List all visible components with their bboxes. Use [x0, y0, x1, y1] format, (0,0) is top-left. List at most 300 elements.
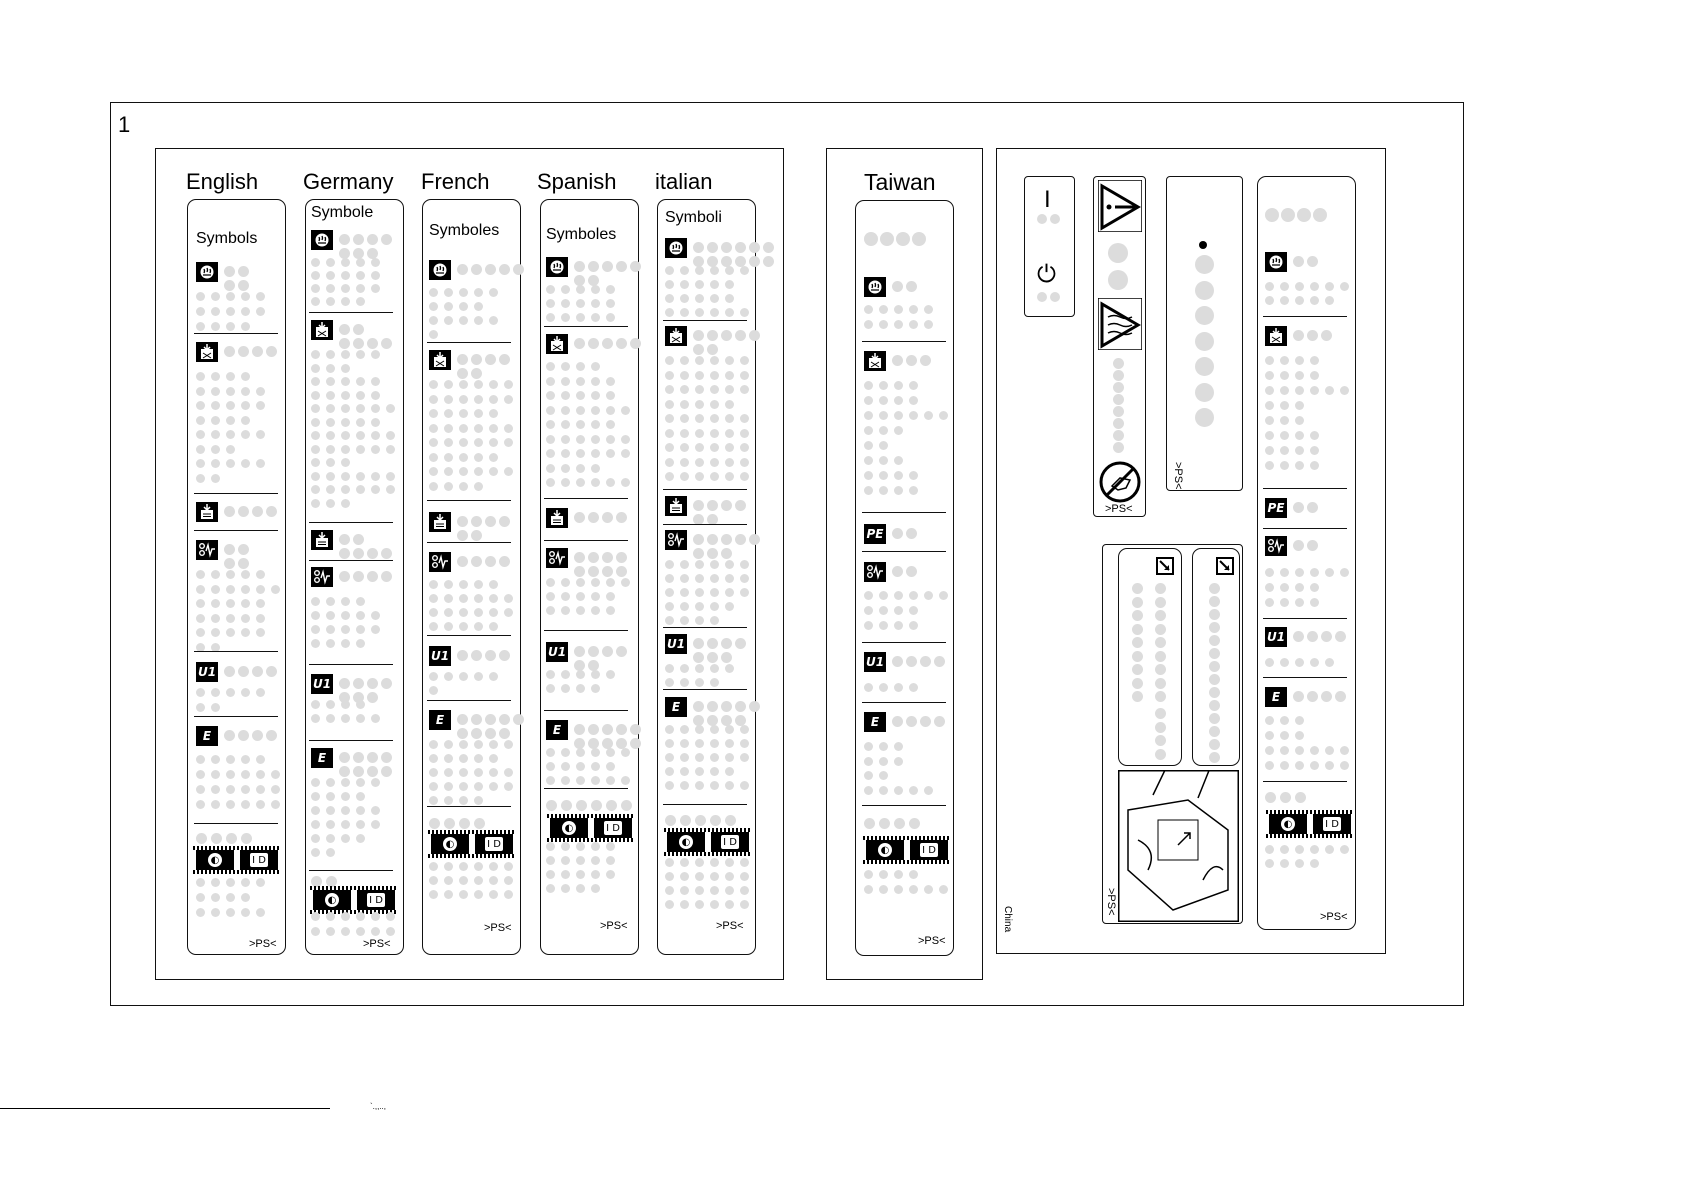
- text-placeholder-dot: [680, 602, 689, 611]
- text-placeholder-dot: [474, 580, 483, 589]
- text-placeholder-dot: [1265, 416, 1274, 425]
- text-placeholder-dot: [695, 616, 704, 625]
- text-placeholder-dot: [226, 322, 235, 331]
- text-placeholder-dot: [576, 362, 585, 371]
- text-placeholder-dot: [429, 796, 438, 805]
- text-placeholder-dot: [710, 371, 719, 380]
- text-placeholder-dot: [474, 438, 483, 447]
- text-placeholder-dot: [546, 670, 555, 679]
- text-placeholder-dot: [1325, 845, 1334, 854]
- text-placeholder-dot: [909, 471, 918, 480]
- text-placeholder-dot: [256, 401, 265, 410]
- text-placeholder-dot: [429, 754, 438, 763]
- language-title-taiwan: Taiwan: [864, 169, 936, 195]
- text-placeholder-dot: [879, 471, 888, 480]
- text-placeholder-dot: [196, 292, 205, 301]
- text-placeholder-dot: [457, 714, 468, 725]
- germany-ps-mark: >PS<: [363, 938, 391, 950]
- text-placeholder-dot: [444, 438, 453, 447]
- text-placeholder-dot: [474, 782, 483, 791]
- text-placeholder-dot: [909, 591, 918, 600]
- text-placeholder-dot: [665, 858, 674, 867]
- text-placeholder-dot: [546, 406, 555, 415]
- text-placeholder-dot: [591, 762, 600, 771]
- text-placeholder-dot: [271, 785, 280, 794]
- text-placeholder-dot: [224, 346, 235, 357]
- text-placeholder-dot: [695, 294, 704, 303]
- text-placeholder-dot: [864, 441, 873, 450]
- text-placeholder-dot: [429, 740, 438, 749]
- text-placeholder-dot: [474, 818, 485, 829]
- text-placeholder-dot: [326, 350, 335, 359]
- text-placeholder-dot: [710, 308, 719, 317]
- section-divider: [544, 540, 628, 541]
- text-placeholder-dot: [341, 258, 350, 267]
- text-placeholder-dot: [196, 387, 205, 396]
- text-placeholder-dot: [879, 305, 888, 314]
- text-placeholder-dot: [256, 307, 265, 316]
- text-placeholder-dot: [489, 768, 498, 777]
- text-placeholder-dot: [606, 748, 615, 757]
- text-placeholder-dot: [894, 320, 903, 329]
- text-placeholder-dot: [546, 578, 555, 587]
- text-placeholder-dot: [561, 391, 570, 400]
- text-placeholder-dot: [196, 893, 205, 902]
- text-placeholder-dot: [591, 362, 600, 371]
- text-placeholder-dot: [356, 806, 365, 815]
- text-placeholder-dot: [356, 597, 365, 606]
- text-placeholder-dot: [326, 912, 335, 921]
- text-placeholder-dot: [196, 372, 205, 381]
- text-placeholder-dot: [924, 591, 933, 600]
- text-placeholder-dot: [606, 435, 615, 444]
- text-placeholder-dot: [1295, 731, 1304, 740]
- text-placeholder-dot: [459, 740, 468, 749]
- text-placeholder-dot: [356, 834, 365, 843]
- text-placeholder-dot: [1280, 658, 1289, 667]
- text-placeholder-dot: [1340, 761, 1349, 770]
- text-placeholder-dot: [1132, 691, 1143, 702]
- text-placeholder-dot: [485, 264, 496, 275]
- text-placeholder-dot: [591, 377, 600, 386]
- text-placeholder-dot: [749, 242, 760, 253]
- pe-error-code-icon: PE: [864, 524, 886, 544]
- text-placeholder-dot: [1155, 722, 1166, 733]
- text-placeholder-dot: [561, 748, 570, 757]
- text-placeholder-dot: [311, 485, 320, 494]
- text-placeholder-dot: [356, 820, 365, 829]
- text-placeholder-dot: [725, 900, 734, 909]
- caution-ps-mark: >PS<: [1105, 503, 1133, 515]
- warning-triangle-icon: [1098, 180, 1142, 237]
- text-placeholder-dot: [311, 445, 320, 454]
- text-placeholder-dot: [1050, 292, 1060, 302]
- text-placeholder-dot: [474, 302, 483, 311]
- text-placeholder-dot: [1265, 371, 1274, 380]
- text-placeholder-dot: [1310, 296, 1319, 305]
- text-placeholder-dot: [1209, 635, 1220, 646]
- text-placeholder-dot: [444, 380, 453, 389]
- section-divider: [194, 333, 278, 334]
- text-placeholder-dot: [367, 234, 378, 245]
- text-placeholder-dot: [879, 771, 888, 780]
- text-placeholder-dot: [341, 418, 350, 427]
- section-divider: [309, 522, 393, 523]
- text-placeholder-dot: [241, 401, 250, 410]
- text-placeholder-dot: [211, 372, 220, 381]
- text-placeholder-dot: [489, 594, 498, 603]
- text-placeholder-dot: [894, 456, 903, 465]
- text-placeholder-dot: [386, 445, 395, 454]
- text-placeholder-dot: [934, 656, 945, 667]
- text-placeholder-dot: [196, 770, 205, 779]
- text-placeholder-dot: [606, 776, 615, 785]
- text-placeholder-dot: [513, 714, 524, 725]
- tank-full-icon: [1265, 326, 1287, 346]
- text-placeholder-dot: [1293, 540, 1304, 551]
- text-placeholder-dot: [892, 566, 903, 577]
- text-placeholder-dot: [740, 429, 749, 438]
- text-placeholder-dot: [226, 401, 235, 410]
- text-placeholder-dot: [1295, 845, 1304, 854]
- text-placeholder-dot: [1307, 256, 1318, 267]
- text-placeholder-dot: [606, 578, 615, 587]
- text-placeholder-dot: [386, 912, 395, 921]
- text-placeholder-dot: [906, 656, 917, 667]
- text-placeholder-dot: [1293, 256, 1304, 267]
- text-placeholder-dot: [238, 280, 249, 291]
- text-placeholder-dot: [459, 288, 468, 297]
- text-placeholder-dot: [740, 414, 749, 423]
- text-placeholder-dot: [1325, 761, 1334, 770]
- text-placeholder-dot: [1295, 658, 1304, 667]
- text-placeholder-dot: [226, 292, 235, 301]
- text-placeholder-dot: [574, 512, 585, 523]
- text-placeholder-dot: [1265, 658, 1274, 667]
- text-placeholder-dot: [311, 597, 320, 606]
- text-placeholder-dot: [226, 878, 235, 887]
- paper-tray-icon: [196, 502, 218, 522]
- text-placeholder-dot: [339, 548, 350, 559]
- text-placeholder-dot: [459, 424, 468, 433]
- text-placeholder-dot: [339, 324, 350, 335]
- text-placeholder-dot: [695, 678, 704, 687]
- text-placeholder-dot: [735, 638, 746, 649]
- text-placeholder-dot: [224, 558, 235, 569]
- text-placeholder-dot: [271, 770, 280, 779]
- text-placeholder-dot: [735, 701, 746, 712]
- text-placeholder-dot: [574, 566, 585, 577]
- text-placeholder-dot: [459, 672, 468, 681]
- text-placeholder-dot: [326, 834, 335, 843]
- heater-icon: [311, 230, 333, 250]
- text-placeholder-dot: [621, 449, 630, 458]
- paper-tray-icon: [546, 508, 568, 528]
- text-placeholder-dot: [311, 431, 320, 440]
- text-placeholder-dot: [924, 305, 933, 314]
- text-placeholder-dot: [474, 453, 483, 462]
- text-placeholder-dot: [459, 862, 468, 871]
- text-placeholder-dot: [256, 878, 265, 887]
- text-placeholder-dot: [725, 458, 734, 467]
- power-on-mark: I: [1044, 186, 1051, 213]
- text-placeholder-dot: [457, 530, 468, 541]
- text-placeholder-dot: [894, 683, 903, 692]
- section-divider: [309, 740, 393, 741]
- text-placeholder-dot: [892, 656, 903, 667]
- text-placeholder-dot: [326, 625, 335, 634]
- text-placeholder-dot: [256, 430, 265, 439]
- text-placeholder-dot: [740, 900, 749, 909]
- text-placeholder-dot: [356, 611, 365, 620]
- maintenance-icon: [196, 540, 218, 560]
- text-placeholder-dot: [749, 534, 760, 545]
- taiwan-ps-mark: >PS<: [918, 935, 946, 947]
- text-placeholder-dot: [489, 453, 498, 462]
- text-placeholder-dot: [226, 445, 235, 454]
- hot-surface-icon: [1098, 298, 1142, 355]
- text-placeholder-dot: [356, 625, 365, 634]
- maintenance-icon: [311, 567, 333, 587]
- text-placeholder-dot: [665, 385, 674, 394]
- text-placeholder-dot: [459, 594, 468, 603]
- text-placeholder-dot: [489, 740, 498, 749]
- text-placeholder-dot: [241, 459, 250, 468]
- text-placeholder-dot: [1340, 568, 1349, 577]
- text-placeholder-dot: [665, 664, 674, 673]
- text-placeholder-dot: [266, 346, 277, 357]
- text-placeholder-dot: [1155, 651, 1166, 662]
- text-placeholder-dot: [371, 912, 380, 921]
- text-placeholder-dot: [241, 416, 250, 425]
- text-placeholder-dot: [1310, 356, 1319, 365]
- text-placeholder-dot: [266, 506, 277, 517]
- text-placeholder-dot: [665, 560, 674, 569]
- text-placeholder-dot: [211, 893, 220, 902]
- text-placeholder-dot: [721, 638, 732, 649]
- text-placeholder-dot: [1132, 610, 1143, 621]
- text-placeholder-dot: [196, 703, 205, 712]
- text-placeholder-dot: [864, 426, 873, 435]
- text-placeholder-dot: [1132, 651, 1143, 662]
- jam-ps-mark: >PS<: [1105, 888, 1117, 916]
- text-placeholder-dot: [367, 766, 378, 777]
- text-placeholder-dot: [1310, 386, 1319, 395]
- contrast-chip-icon: ◐: [866, 840, 904, 860]
- text-placeholder-dot: [725, 294, 734, 303]
- text-placeholder-dot: [710, 616, 719, 625]
- text-placeholder-dot: [1307, 330, 1318, 341]
- section-divider: [194, 651, 278, 652]
- text-placeholder-dot: [238, 558, 249, 569]
- text-placeholder-dot: [211, 878, 220, 887]
- text-placeholder-dot: [341, 377, 350, 386]
- text-placeholder-dot: [326, 714, 335, 723]
- text-placeholder-dot: [616, 724, 627, 735]
- contrast-chip-icon: ◐: [431, 834, 469, 854]
- text-placeholder-dot: [429, 288, 438, 297]
- text-placeholder-dot: [371, 418, 380, 427]
- heater-icon: [546, 257, 568, 277]
- text-placeholder-dot: [576, 856, 585, 865]
- text-placeholder-dot: [226, 372, 235, 381]
- text-placeholder-dot: [693, 330, 704, 341]
- text-placeholder-dot: [695, 385, 704, 394]
- text-placeholder-dot: [444, 782, 453, 791]
- text-placeholder-dot: [680, 678, 689, 687]
- text-placeholder-dot: [311, 350, 320, 359]
- id-chip-icon: I D: [1313, 814, 1351, 834]
- text-placeholder-dot: [356, 485, 365, 494]
- text-placeholder-dot: [489, 782, 498, 791]
- text-placeholder-dot: [444, 453, 453, 462]
- text-placeholder-dot: [740, 560, 749, 569]
- text-placeholder-dot: [1280, 431, 1289, 440]
- text-placeholder-dot: [710, 815, 721, 826]
- text-placeholder-dot: [1209, 713, 1220, 724]
- text-placeholder-dot: [211, 585, 220, 594]
- text-placeholder-dot: [1209, 661, 1220, 672]
- text-placeholder-dot: [735, 534, 746, 545]
- text-placeholder-dot: [504, 608, 513, 617]
- text-placeholder-dot: [356, 472, 365, 481]
- section-divider: [544, 788, 628, 789]
- text-placeholder-dot: [591, 870, 600, 879]
- text-placeholder-dot: [367, 338, 378, 349]
- text-placeholder-dot: [1325, 658, 1334, 667]
- text-placeholder-dot: [591, 285, 600, 294]
- text-placeholder-dot: [576, 285, 585, 294]
- text-placeholder-dot: [894, 621, 903, 630]
- text-placeholder-dot: [909, 818, 920, 829]
- text-placeholder-dot: [1265, 282, 1274, 291]
- text-placeholder-dot: [665, 767, 674, 776]
- text-placeholder-dot: [725, 356, 734, 365]
- text-placeholder-dot: [1155, 597, 1166, 608]
- text-placeholder-dot: [591, 800, 602, 811]
- text-placeholder-dot: [311, 258, 320, 267]
- text-placeholder-dot: [196, 688, 205, 697]
- text-placeholder-dot: [576, 435, 585, 444]
- text-placeholder-dot: [381, 234, 392, 245]
- text-placeholder-dot: [341, 499, 350, 508]
- text-placeholder-dot: [341, 625, 350, 634]
- text-placeholder-dot: [429, 672, 438, 681]
- text-placeholder-dot: [879, 742, 888, 751]
- text-placeholder-dot: [429, 453, 438, 462]
- text-placeholder-dot: [546, 285, 555, 294]
- text-placeholder-dot: [894, 426, 903, 435]
- text-placeholder-dot: [241, 628, 250, 637]
- text-placeholder-dot: [1280, 461, 1289, 470]
- text-placeholder-dot: [211, 688, 220, 697]
- text-placeholder-dot: [457, 556, 468, 567]
- text-placeholder-dot: [371, 820, 380, 829]
- paper-tray-icon: [429, 512, 451, 532]
- text-placeholder-dot: [356, 271, 365, 280]
- text-placeholder-dot: [591, 748, 600, 757]
- text-placeholder-dot: [879, 621, 888, 630]
- text-placeholder-dot: [504, 424, 513, 433]
- text-placeholder-dot: [546, 478, 555, 487]
- text-placeholder-dot: [1265, 731, 1274, 740]
- text-placeholder-dot: [1108, 243, 1128, 263]
- section-divider: [1263, 488, 1347, 489]
- text-placeholder-dot: [710, 872, 719, 881]
- text-placeholder-dot: [367, 752, 378, 763]
- section-divider: [427, 700, 511, 701]
- text-placeholder-dot: [894, 396, 903, 405]
- text-placeholder-dot: [326, 639, 335, 648]
- text-placeholder-dot: [576, 478, 585, 487]
- text-placeholder-dot: [707, 344, 718, 355]
- text-placeholder-dot: [196, 459, 205, 468]
- germany-symbols-heading: Symbole: [311, 204, 374, 221]
- text-placeholder-dot: [864, 320, 873, 329]
- text-placeholder-dot: [341, 700, 350, 709]
- china-mark: China: [1002, 906, 1013, 933]
- text-placeholder-dot: [934, 716, 945, 727]
- text-placeholder-dot: [546, 684, 555, 693]
- text-placeholder-dot: [474, 796, 483, 805]
- text-placeholder-dot: [311, 834, 320, 843]
- text-placeholder-dot: [339, 234, 350, 245]
- text-placeholder-dot: [680, 400, 689, 409]
- text-placeholder-dot: [353, 534, 364, 545]
- text-placeholder-dot: [740, 739, 749, 748]
- text-placeholder-dot: [1265, 792, 1276, 803]
- spanish-symbols-heading: Symboles: [546, 226, 617, 243]
- text-placeholder-dot: [725, 602, 734, 611]
- text-placeholder-dot: [695, 472, 704, 481]
- text-placeholder-dot: [740, 356, 749, 365]
- text-placeholder-dot: [459, 890, 468, 899]
- text-placeholder-dot: [707, 500, 718, 511]
- text-placeholder-dot: [906, 716, 917, 727]
- text-placeholder-dot: [721, 500, 732, 511]
- text-placeholder-dot: [909, 396, 918, 405]
- text-placeholder-dot: [576, 684, 585, 693]
- text-placeholder-dot: [1293, 330, 1304, 341]
- text-placeholder-dot: [1209, 648, 1220, 659]
- text-placeholder-dot: [196, 599, 205, 608]
- text-placeholder-dot: [504, 380, 513, 389]
- text-placeholder-dot: [1265, 446, 1274, 455]
- text-placeholder-dot: [591, 670, 600, 679]
- text-placeholder-dot: [591, 684, 600, 693]
- text-placeholder-dot: [371, 391, 380, 400]
- e-error-code-icon: E: [665, 697, 687, 717]
- text-placeholder-dot: [693, 534, 704, 545]
- text-placeholder-dot: [311, 778, 320, 787]
- text-placeholder-dot: [1265, 845, 1274, 854]
- text-placeholder-dot: [353, 678, 364, 689]
- text-placeholder-dot: [1325, 296, 1334, 305]
- text-placeholder-dot: [459, 409, 468, 418]
- text-placeholder-dot: [576, 800, 587, 811]
- text-placeholder-dot: [864, 232, 878, 246]
- italian-ps-mark: >PS<: [716, 920, 744, 932]
- text-placeholder-dot: [576, 299, 585, 308]
- text-placeholder-dot: [710, 458, 719, 467]
- text-placeholder-dot: [381, 678, 392, 689]
- text-placeholder-dot: [1037, 214, 1047, 224]
- tank-full-icon: [665, 326, 687, 346]
- text-placeholder-dot: [499, 650, 510, 661]
- spanish-ps-mark: >PS<: [600, 920, 628, 932]
- text-placeholder-dot: [864, 591, 873, 600]
- text-placeholder-dot: [489, 672, 498, 681]
